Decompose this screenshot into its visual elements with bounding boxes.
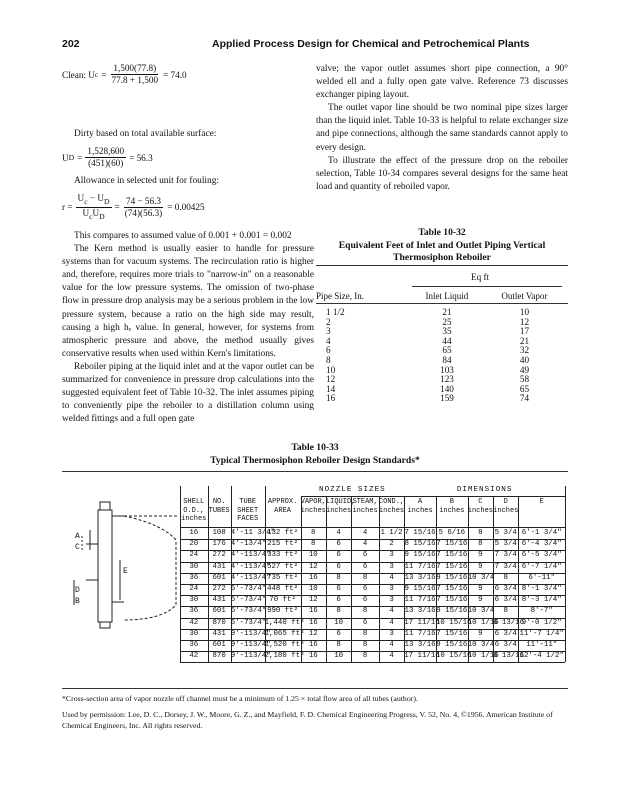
table-cell: 6 3/4 <box>494 596 517 605</box>
table-cell: 12 <box>308 629 318 638</box>
outlet-vapor-cell: 21 <box>519 335 530 346</box>
left-body <box>62 230 314 426</box>
inlet-liquid-cell: 21 <box>442 307 452 317</box>
table-cell: 11 7/16 <box>404 562 436 571</box>
table-cell: 9 <box>478 585 483 593</box>
table-cell: 4'-11 3/4" <box>230 529 276 537</box>
table-cell: 10 1/16 <box>467 652 499 661</box>
table-cell: 4 <box>389 618 394 627</box>
outlet-vapor-cell: 49 <box>519 364 530 375</box>
table-cell: 8 <box>478 540 483 549</box>
clean-label: Clean: U <box>62 69 95 80</box>
table-cell: 9 15/16 <box>436 573 468 582</box>
table-cell: 132 ft² <box>267 529 299 537</box>
column-header: inches <box>352 506 378 515</box>
clean-result: = 74.0 <box>163 69 187 80</box>
paragraph-kern: The Kern method is usually easier to handle for pressure systems than for vacuum systems. The recirculation ratio is higher and, therefore, requires more trials to "narrow-in" on a reasonable value for the low pressure systems. The omission of two-phase flow in pressure drop analysis may be a serious problem in the low pressure system, because a ratio on the high side may result, causing a high hᵥ value. In general, however, for systems from atmospheric pressure and above, the method usually gives conservative results when used within Kern's limitations. <box>62 244 314 359</box>
table-cell: 6 <box>362 562 368 571</box>
clean-sub: c <box>94 70 99 79</box>
allowance-text: Allowance in selected unit for fouling: <box>74 176 220 186</box>
pipe-size-cell: 16 <box>326 393 336 404</box>
dim-label-e: E <box>123 567 128 576</box>
table-10-32-body <box>316 308 568 404</box>
outlet-vapor-cell: 58 <box>519 374 530 385</box>
dim-label-a: A <box>75 532 80 541</box>
table-cell: 9 <box>478 596 483 605</box>
table-cell: 108 <box>212 529 226 537</box>
paragraph-illustrate: To illustrate the effect of the pressure drop on the reboiler selection, Table 10-34 compares several designs for the same heat load and quantity of reboiled vapor. <box>316 155 568 192</box>
table-cell: 1 1/2 <box>380 529 403 537</box>
table-cell: 7 15/16 <box>404 529 436 537</box>
table-cell: 13 3/16 <box>404 573 436 582</box>
inlet-liquid-cell: 25 <box>442 316 452 327</box>
outlet-vapor-cell: 12 <box>519 316 530 327</box>
table-cell: 9'-113/4" <box>230 629 271 638</box>
table-cell: 16 <box>308 607 318 616</box>
footnote: *Cross-section area of vapor nozzle off channel must be a minimum of 1.25 × total flow area of all tubes (author). <box>62 694 418 703</box>
column-header: E <box>539 498 544 506</box>
table-cell: 4 <box>389 641 394 649</box>
table-cell: 8'-1 3/4" <box>521 585 562 593</box>
table-cell: 13 3/16 <box>404 607 436 616</box>
r-fraction-symbolic <box>76 193 112 222</box>
ud-sub: D <box>68 153 75 162</box>
table-cell: 16 <box>308 618 318 627</box>
table-10-32 <box>316 265 568 404</box>
paragraph-piping: Reboiler piping at the liquid inlet and at the vapor outlet can be summarized for convenience in pressure drop calculations into the suggested equivalent feet of Table 10-32. The inlet assumes piping to conveniently pipe the reboiler to a distillation column using welded fittings and a full open gate <box>62 361 314 425</box>
table-cell: 6 <box>362 551 368 560</box>
outlet-vapor-cell: 17 <box>519 326 530 337</box>
top-nozzle <box>100 502 110 510</box>
table-cell: 6 3/4 <box>494 641 517 649</box>
column-header: APPROX. <box>267 498 298 506</box>
table-cell: 13 3/16 <box>404 641 436 649</box>
table-cell: 10 3/4 <box>467 641 495 649</box>
inlet-liquid-cell: 159 <box>440 393 454 404</box>
r-num-uc: U <box>77 193 85 203</box>
reboiler-shell <box>98 510 112 622</box>
table-cell: 42 <box>189 618 199 627</box>
column-header: inches <box>378 506 405 515</box>
table-cell: 6'-73/4" <box>230 618 267 627</box>
table-cell: 11 7/16 <box>404 629 436 638</box>
page-number: 202 <box>62 38 80 50</box>
table-cell: 8 <box>503 573 508 582</box>
table-cell: 9 15/16 <box>404 551 436 560</box>
table-cell: 272 <box>212 585 226 593</box>
column-header: LIQUID, <box>325 498 356 506</box>
pipe-size-cell: 1 1/2 <box>326 307 345 317</box>
table-cell: 36 <box>189 641 199 649</box>
table-cell: 6 <box>336 629 341 638</box>
equation-clean: Clean: U c = $\frac{1,500(77.8)}{77.8 + 1,500}$ = 74.0 <box>62 63 187 85</box>
pipe-size-cell: 4 <box>326 335 331 346</box>
column-header: A <box>417 498 423 506</box>
nozzle-rule <box>301 496 405 497</box>
table-cell: 10 <box>334 618 344 627</box>
table-cell: 8 <box>362 652 368 661</box>
table-cell: 2 <box>389 540 394 549</box>
dims-rule <box>404 496 565 497</box>
table-cell: 6 13/16 <box>493 618 525 627</box>
table-cell: 10 <box>334 652 344 661</box>
table-cell: 6'-4 3/4" <box>521 540 562 549</box>
column-header: NO. <box>212 498 226 506</box>
table-10-32-title-1: Equivalent Feet of Inlet and Outlet Piping Vertical <box>338 239 546 251</box>
r-num-ud-sub: D <box>104 196 110 206</box>
ud-denominator: (451)(60) <box>88 158 124 168</box>
column-header: TUBE <box>239 498 257 506</box>
column-header: inches <box>300 506 326 515</box>
inlet-liquid-cell: 84 <box>442 354 452 365</box>
column-header: inches <box>467 506 493 515</box>
table-cell: 11'-11" <box>526 641 558 649</box>
table-cell: 7 15/16 <box>436 540 468 549</box>
dim-label-b: B <box>75 597 80 606</box>
table-cell: 24 <box>189 551 199 560</box>
table-cell: 870 <box>212 618 226 627</box>
table-cell: 9 <box>478 562 483 571</box>
table-cell: 10 15/16 <box>435 618 472 627</box>
table-cell: 9'-113/4" <box>230 652 271 661</box>
inlet-liquid-cell: 44 <box>442 335 452 346</box>
column-header: COND., <box>378 498 405 506</box>
clean-numerator: 1,500(77.8) <box>113 63 157 73</box>
table-cell: 6 <box>336 562 341 571</box>
col-inlet-liquid: Inlet Liquid <box>425 291 469 301</box>
table-cell: 10 <box>308 585 318 593</box>
outlet-vapor-cell: 40 <box>519 354 530 365</box>
dirty-text: Dirty based on total available surface: <box>74 129 217 139</box>
table-cell: 30 <box>189 562 199 571</box>
column-header: inches <box>493 506 519 515</box>
table-cell: 24 <box>189 585 199 593</box>
header-rule <box>180 527 565 528</box>
table-10-33-title: Typical Thermosiphon Reboiler Design Standards* <box>210 454 420 466</box>
footnote-rule <box>62 688 568 689</box>
table-cell: 1,440 ft² <box>264 618 305 627</box>
table-cell: 17 11/16 <box>404 652 440 661</box>
table-cell: 8 <box>336 607 341 616</box>
table-cell: 9 15/16 <box>436 641 468 649</box>
column-header: inches <box>326 506 352 515</box>
table-cell: 4'-113/4" <box>230 551 271 560</box>
table-cell: 7 3/4 <box>494 551 517 560</box>
table-10-33 <box>180 486 565 662</box>
table-cell: 8 <box>311 540 316 549</box>
table-cell: 4 <box>389 652 394 661</box>
table-cell: 16 <box>189 529 199 537</box>
r-den-ud-sub: D <box>99 211 105 221</box>
table-cell: 12 <box>308 562 318 571</box>
table-cell: 6 <box>362 618 368 627</box>
table-cell: 30 <box>189 596 199 605</box>
r-label: r = <box>62 202 73 213</box>
paragraph-outlet: The outlet vapor line should be two nominal pipe sizes larger than the liquid inlet. Table 10-33 is helpful to relate exchanger size and pipe connections, although the same standards cannot apply to every design. <box>316 103 568 153</box>
table-cell: 6 <box>362 596 368 605</box>
table-cell: 4 <box>389 607 394 616</box>
ud-numerator: 1,528,600 <box>87 146 125 156</box>
clean-denominator: 77.8 + 1,500 <box>111 75 159 85</box>
table-10-32-caption <box>316 227 568 265</box>
table-cell: 9'-113/4" <box>230 641 271 649</box>
table-cell: 70 ft² <box>269 596 296 605</box>
right-rule <box>565 486 566 662</box>
table-cell: 176 <box>212 540 226 549</box>
table-row <box>316 394 568 404</box>
table-cell: 6 <box>336 540 341 549</box>
table-cell: 735 ft² <box>267 573 299 582</box>
table-cell: 6'-73/4" <box>230 585 267 593</box>
r-denominator: (74)(56.3) <box>124 207 163 218</box>
r-den-uc-sub: c <box>89 211 93 221</box>
table-cell: 8 <box>336 641 341 649</box>
nozzle-sizes-header: NOZZLE SIZES <box>319 486 386 494</box>
table-cell: 8 <box>362 573 368 582</box>
table-cell: 6'-5 3/4" <box>521 551 562 560</box>
table-cell: 20 <box>189 540 199 549</box>
table-cell: 990 ft² <box>267 607 299 616</box>
table-cell: 6 <box>336 585 341 593</box>
pipe-size-cell: 2 <box>326 316 331 327</box>
r-fraction-numeric <box>123 196 165 219</box>
paragraph-valve: valve; the vapor outlet assumes short pipe connection, a 90° welded ell and a fully open gate valve. Reference 73 discusses exchanger piping layout. <box>316 64 568 101</box>
column-header: D <box>503 498 508 506</box>
inlet-liquid-cell: 65 <box>442 345 452 356</box>
eq-ft-header: Eq ft <box>471 272 490 282</box>
table-cell: 527 ft² <box>267 562 299 571</box>
table-cell: 17 11/16 <box>404 618 440 627</box>
clean-fraction <box>110 63 161 86</box>
table-cell: 4'-113/4" <box>230 562 271 571</box>
dimensions-header: DIMENSIONS <box>456 486 513 494</box>
inlet-liquid-cell: 35 <box>442 326 452 337</box>
table-cell: 10 <box>308 551 318 560</box>
table-cell: 601 <box>212 573 226 582</box>
running-header <box>62 38 568 52</box>
table-cell: 4 <box>336 529 341 537</box>
table-cell: 16 <box>308 573 318 582</box>
pipe-size-cell: 10 <box>326 364 336 375</box>
outlet-vapor-cell: 32 <box>519 345 530 356</box>
ud-label: U <box>62 152 69 163</box>
table-cell: 1,065 ft² <box>264 629 305 638</box>
table-cell: 30 <box>189 629 199 638</box>
table-cell: 7 15/16 <box>436 629 468 638</box>
r-numerator: 74 − 56.3 <box>125 195 162 206</box>
table-cell: 3 <box>389 562 394 571</box>
column-header: FACES <box>237 515 259 524</box>
dim-label-c: C <box>75 543 80 552</box>
table-cell: 10 1/16 <box>467 618 499 627</box>
table-cell: 9 <box>478 629 483 638</box>
table-cell: 10 3/4 <box>467 573 495 582</box>
equation-r: r = $\frac{U_c - U_D}{U_cU_D}$ = $\frac{74 - 56.3}{(74)(56.3)}$ = 0.00425 <box>62 193 205 221</box>
table-cell: 333 ft² <box>267 551 299 560</box>
table-cell: 5 3/4 <box>494 540 517 549</box>
column-header: inches <box>181 515 207 524</box>
table-cell: 6 <box>336 551 341 560</box>
table-cell: 8 <box>362 629 368 638</box>
r-num-ud: − U <box>87 193 105 203</box>
pipe-size-cell: 6 <box>326 345 331 356</box>
table-cell: 6 <box>336 596 341 605</box>
table-cell: 9'-0 1/2" <box>521 618 562 627</box>
bottom-nozzle <box>100 622 110 628</box>
table-cell: 4 <box>362 540 368 549</box>
column-header: STEAM, <box>352 498 378 506</box>
table-cell: 6 <box>362 585 368 593</box>
table-cell: 7 15/16 <box>436 551 468 560</box>
table-cell: 5 3/4 <box>494 529 517 537</box>
table-cell: 6'-11" <box>528 573 556 582</box>
r-result: = 0.00425 <box>167 202 205 213</box>
table-cell: 36 <box>189 573 199 582</box>
table-cell: 1,520 ft² <box>264 641 305 649</box>
table-cell: 8 <box>311 529 316 537</box>
col-outlet-vapor: Outlet Vapor <box>501 291 548 301</box>
table-10-33-number: Table 10-33 <box>291 442 339 453</box>
column-header: C <box>478 498 483 506</box>
table-cell: 6'-1 3/4" <box>521 529 562 537</box>
table-10-32-header-row <box>316 289 568 303</box>
table-cell: 448 ft² <box>267 585 299 593</box>
r-den-ud: U <box>92 207 100 218</box>
table-cell: 8 <box>503 607 508 616</box>
table-cell: 6'-7 1/4" <box>521 562 562 571</box>
table-cell: 9 15/16 <box>404 585 436 593</box>
table-cell: 9 <box>478 551 483 560</box>
table-cell: 9 15/16 <box>436 607 468 616</box>
column-header: SHEET <box>237 506 259 515</box>
credit: Used by permission: Lee, D. C., Dorsey, J. W., Moore, G. Z., and Mayfield, F. D. Chemical Engineering Progress, V. 52, No. 4, ©1956. American Institute of Chemical Engineers, Inc. All rights reserved. <box>62 710 553 730</box>
table-cell: 6'-73/4" <box>230 596 267 605</box>
column-header: inches <box>439 506 465 515</box>
table-cell: 8 15/16 <box>404 540 436 549</box>
table-cell: 6'-73/4" <box>230 607 267 616</box>
table-cell: 16 <box>308 652 318 661</box>
table-cell: 215 ft² <box>267 540 299 549</box>
table-cell: 8'-7" <box>530 607 553 616</box>
outlet-vapor-cell: 65 <box>519 383 530 394</box>
table-cell: 4'-13/4" <box>230 540 267 549</box>
pipe-size-cell: 3 <box>326 326 331 337</box>
table-10-32-number: Table 10-32 <box>418 227 466 238</box>
table-cell: 7 15/16 <box>436 585 468 593</box>
table-cell: 42 <box>189 652 199 661</box>
table-cell: 7 15/16 <box>436 562 468 571</box>
table-cell: 8 <box>362 607 368 616</box>
column-header: VAPOR, <box>300 498 326 506</box>
column-header: AREA <box>274 506 291 515</box>
table-cell: 431 <box>212 629 226 638</box>
row-rule <box>180 662 565 663</box>
table-cell: 272 <box>212 551 226 560</box>
table-cell: 8 <box>336 573 341 582</box>
table-cell: 601 <box>212 641 226 649</box>
table-cell: 16 <box>308 641 318 649</box>
column-header: inches <box>407 506 433 515</box>
table-10-33-rule <box>62 471 568 472</box>
table-cell: 4 <box>389 573 394 582</box>
pipe-size-cell: 14 <box>326 383 336 394</box>
column-header: TUBES <box>208 506 230 515</box>
table-cell: 870 <box>212 652 226 661</box>
r-den-uc: U <box>82 207 90 218</box>
table-cell: 6 3/4 <box>494 629 517 638</box>
table-cell: 12'-4 1/2" <box>519 652 564 661</box>
dim-label-d: D <box>75 586 80 595</box>
inlet-liquid-cell: 123 <box>440 374 454 385</box>
table-cell: 12 <box>308 596 318 605</box>
table-cell: 7 3/4 <box>494 562 517 571</box>
table-cell: 11'-7 1/4" <box>519 629 564 638</box>
inlet-liquid-cell: 140 <box>440 383 454 394</box>
pipe-size-cell: 12 <box>326 374 336 385</box>
r-num-uc-sub: c <box>84 196 88 206</box>
outlet-vapor-cell: 74 <box>519 393 530 404</box>
table-cell: 36 <box>189 607 199 616</box>
table-cell: 3 <box>389 551 394 560</box>
table-cell: 431 <box>212 596 226 605</box>
table-cell: 10 3/4 <box>467 607 495 616</box>
column-header: B <box>449 498 454 506</box>
table-cell: 431 <box>212 562 226 571</box>
table-cell: 6 13/16 <box>493 652 525 661</box>
table-cell: 2,180 ft² <box>264 652 305 661</box>
pipe-size-cell: 8 <box>326 354 331 365</box>
table-cell: 3 <box>389 596 394 605</box>
table-cell: 5 6/16 <box>438 529 466 537</box>
table-cell: 601 <box>212 607 226 616</box>
outlet-vapor-cell: 10 <box>519 307 530 317</box>
table-cell: 3 <box>389 629 394 638</box>
right-body <box>316 63 568 194</box>
table-cell: 4 <box>362 529 368 537</box>
column-header: SHELL <box>183 498 205 506</box>
table-cell: 8'-3 1/4" <box>521 596 562 605</box>
table-cell: 8 <box>478 529 483 537</box>
col-pipe-size: Pipe Size, In. <box>316 291 364 301</box>
table-cell: 4'-113/4" <box>230 573 271 582</box>
table-cell: 10 15/16 <box>435 652 472 661</box>
table-cell: 7 15/16 <box>436 596 468 605</box>
ud-result: = 56.3 <box>129 152 153 163</box>
paragraph-compare: This compares to assumed value of 0.001 + 0.001 = 0.002 <box>74 231 292 241</box>
table-cell: 6 3/4 <box>494 585 517 593</box>
column-header: O.D., <box>183 506 205 515</box>
inlet-liquid-cell: 103 <box>440 364 454 375</box>
ud-fraction <box>85 146 126 169</box>
running-title: Applied Process Design for Chemical and Petrochemical Plants <box>212 38 530 50</box>
reboiler-diagram <box>62 480 182 630</box>
table-cell: 3 <box>389 585 394 593</box>
table-10-33-caption <box>62 442 568 467</box>
table-cell: 8 <box>362 641 368 649</box>
table-cell: 11 7/16 <box>404 596 436 605</box>
equation-ud: U D = $\frac{1,528,600}{(451)(60)}$ = 56.3 <box>62 146 153 168</box>
table-10-32-title-2: Thermosiphon Reboiler <box>393 252 491 263</box>
